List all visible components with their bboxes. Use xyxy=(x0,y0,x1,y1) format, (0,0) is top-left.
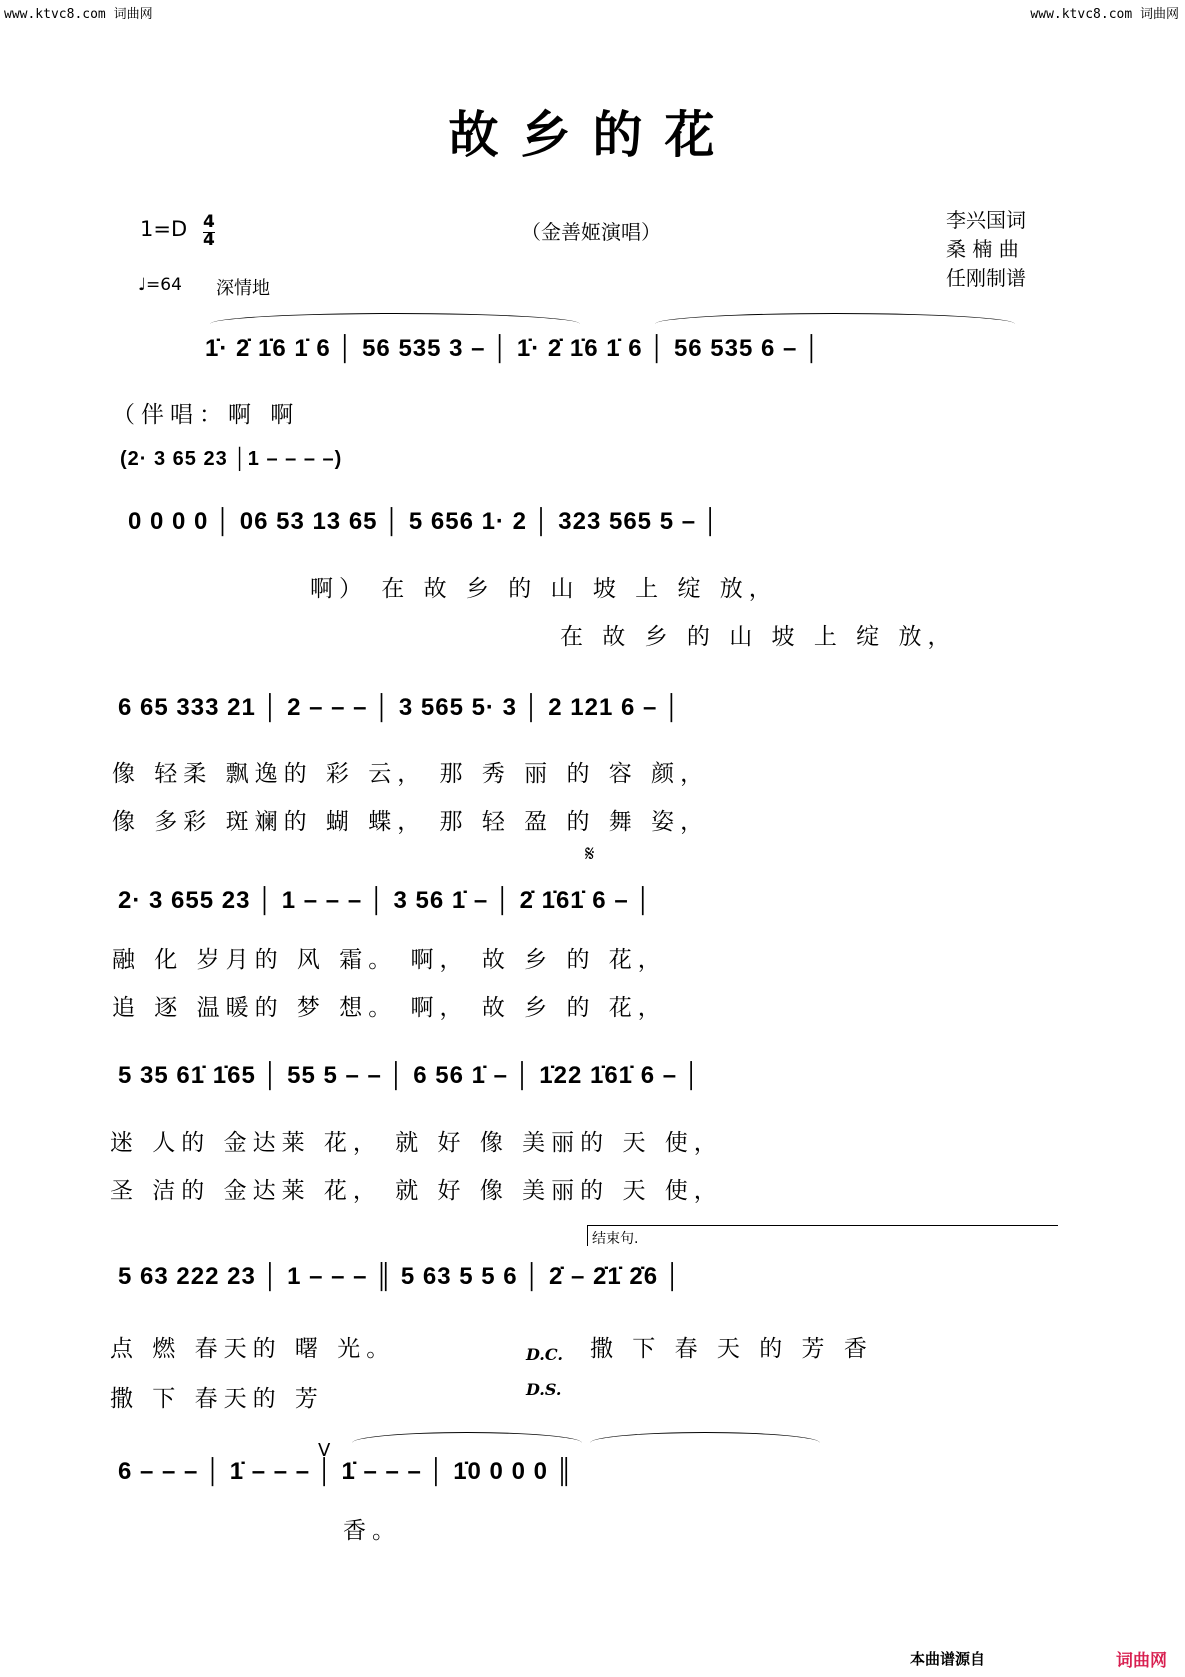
lyrics-system-1-line-1: （伴唱：啊 啊 xyxy=(112,402,300,428)
lyrics-system-6-line-2: 撒 下 春天的 芳 xyxy=(110,1386,324,1412)
tempo-marking: ♩=64 xyxy=(138,275,182,295)
arranger-credit: 任刚制谱 xyxy=(946,266,1026,290)
meter-denominator: 4 xyxy=(203,230,215,250)
tie-slur xyxy=(590,1432,820,1443)
performer-credit: （金善姬演唱） xyxy=(521,220,661,244)
notes-system-1: 1̇· 2̇ 1̇6 1̇ 6 │ 56 535 3 – │ 1̇· 2̇ 1̇6 1̇ 6 │ 56 535 6 – │ xyxy=(205,335,822,362)
lyrics-system-4-line-1: 融 化 岁月的 风 霜。 啊， 故 乡 的 花， xyxy=(112,947,667,973)
lyrics-system-5-line-2: 圣 洁的 金达莱 花， 就 好 像 美丽的 天 使， xyxy=(110,1178,723,1204)
segno-sign: 𝄋 xyxy=(585,842,595,867)
notes-system-6: 5 63 222 23 │ 1 – – – ║ 5 63 5 5 6 │ 2̇ – 2̇1̇ 2̇6 │ xyxy=(118,1263,682,1290)
lyrics-system-7-line-1: 香。 xyxy=(343,1518,401,1544)
lyrics-system-2-line-2: 在 故 乡 的 山 坡 上 绽 放， xyxy=(560,624,957,650)
ending-lyrics: 撒 下 春 天 的 芳 香 xyxy=(590,1336,873,1362)
notes-system-5: 5 35 61̇ 1̇65 │ 55 5 – – │ 6 56 1̇ – │ 1̇22 1̇61̇ 6 – │ xyxy=(118,1062,701,1089)
key-signature: 1=D xyxy=(140,217,188,241)
notes-system-3: 6 65 333 21 │ 2 – – – │ 3 565 5· 3 │ 2 121 6 – │ xyxy=(118,694,682,721)
song-title: 故乡的花 xyxy=(448,105,737,164)
lyrics-system-4-line-2: 追 逐 温暖的 梦 想。 啊， 故 乡 的 花， xyxy=(112,995,667,1021)
ending-bracket xyxy=(587,1225,1058,1246)
notes-system-7: 6 – – – │ 1̇ – – – │ 1̇ – – – │ 1̇0 0 0 0 ║ xyxy=(118,1458,574,1485)
meter-numerator: 4 xyxy=(203,212,215,232)
phrase-slur xyxy=(210,313,580,324)
tie-slur xyxy=(352,1432,582,1443)
lyricist-credit: 李兴国词 xyxy=(946,208,1026,232)
lyrics-system-3-line-1: 像 轻柔 飘逸的 彩 云， 那 秀 丽 的 容 颜， xyxy=(112,761,710,787)
expression-marking: 深情地 xyxy=(216,278,270,299)
watermark-left: www.ktvc8.com 词曲网 xyxy=(4,7,153,22)
lyrics-system-2-line-1: 啊） 在 故 乡 的 山 坡 上 绽 放， xyxy=(310,576,778,602)
dc-marking: D.C. xyxy=(526,1345,563,1364)
footer-source-label: 本曲谱源自 xyxy=(909,1650,985,1668)
footer-site-link[interactable]: 词曲网 xyxy=(1116,1651,1167,1671)
ds-marking: D.S. xyxy=(526,1380,562,1399)
notes-system-4: 2· 3 655 23 │ 1 – – – │ 3 56 1̇ – │ 2̇ 1̇61̇ 6 – │ xyxy=(118,887,653,914)
intro-notes-system-2: (2· 3 65 23 │1 – – – –) xyxy=(120,448,343,470)
composer-credit: 桑 楠 曲 xyxy=(946,237,1019,261)
lyrics-system-3-line-2: 像 多彩 斑斓的 蝴 蝶， 那 轻 盈 的 舞 姿， xyxy=(112,809,710,835)
lyrics-system-5-line-1: 迷 人的 金达莱 花， 就 好 像 美丽的 天 使， xyxy=(110,1130,723,1156)
lyrics-system-6-line-1: 点 燃 春天的 曙 光。 xyxy=(110,1336,396,1362)
phrase-slur xyxy=(655,313,1015,324)
watermark-right: www.ktvc8.com 词曲网 xyxy=(1030,7,1179,22)
notes-system-2: 0 0 0 0 │ 06 53 13 65 │ 5 656 1· 2 │ 323 565 5 – │ xyxy=(128,508,720,535)
ending-label: 结束句. xyxy=(592,1231,639,1247)
breath-mark: V xyxy=(318,1440,331,1461)
